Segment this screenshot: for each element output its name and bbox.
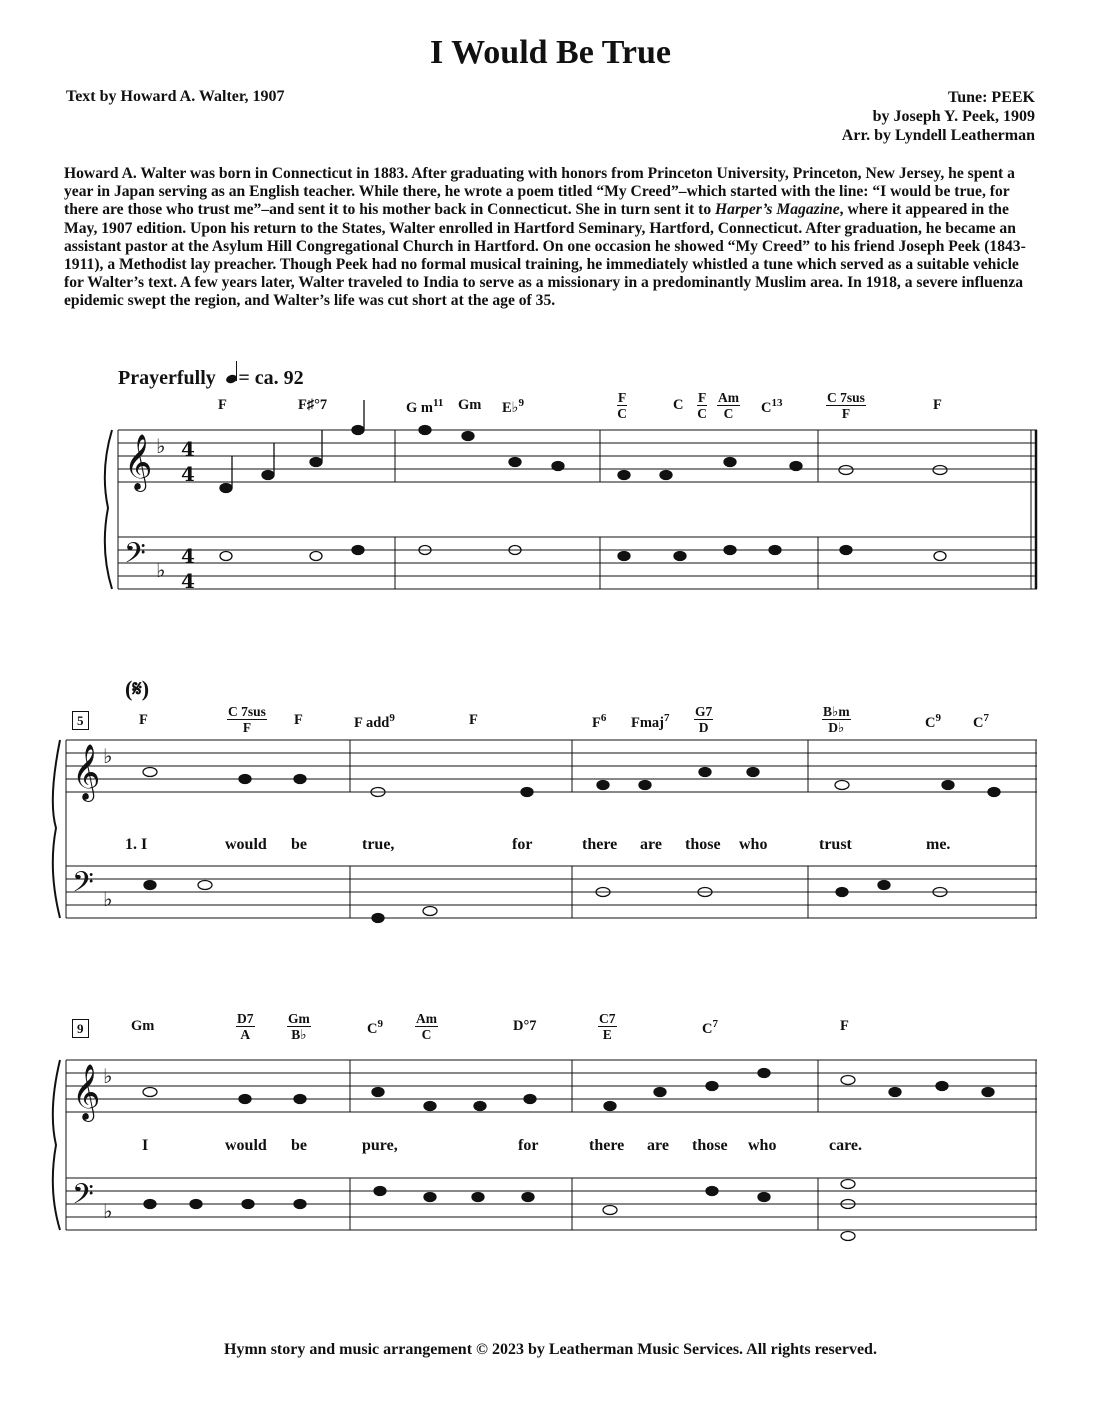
chord-ext: 9 <box>518 397 525 409</box>
chord-text: C <box>925 714 936 731</box>
chord-symbol: C <box>673 397 684 413</box>
chord-symbol: F <box>933 397 942 413</box>
chord-den: A <box>240 1027 251 1042</box>
chord-symbol <box>761 397 782 417</box>
chord-den: C <box>723 406 734 421</box>
chord-symbol <box>592 712 606 732</box>
chord-ext: 13 <box>771 397 783 409</box>
chord-den: C <box>617 406 627 421</box>
chord-ext: 7 <box>983 712 989 724</box>
chord-text: F add <box>354 714 390 731</box>
chord-ext: 11 <box>432 397 444 409</box>
text-credit: Text by Howard A. Walter, 1907 <box>66 88 285 105</box>
system3-treble-staff <box>66 1060 1037 1112</box>
bass-clef-icon: 𝄢 <box>124 537 146 577</box>
lyric-syllable: for <box>518 1137 539 1154</box>
chord-text: G m <box>406 399 433 416</box>
lyric-syllable: pure, <box>362 1137 398 1154</box>
lyric-syllable: there <box>589 1137 625 1154</box>
chord-text: C <box>702 1020 713 1037</box>
chord-text: E♭ <box>502 399 519 416</box>
story-text-1: Howard A. Walter was born in Connecticut in 1883. After graduating with honors from Princeton University, Princeton, New Jersey, he spent a year in Japan serving as an English teacher. While there, he wrote a poem titled “My Creed”–which started with the line: “I would be true, for there are those who trust me”–and sent it to his mother back in Connecticut. She in turn sent it to <box>64 165 1015 219</box>
chord-text: F♯°7 <box>298 397 328 413</box>
flat-icon: ♭ <box>103 744 113 768</box>
tune-name: Tune: PEEK <box>948 89 1035 106</box>
chord-ext: 7 <box>712 1018 718 1030</box>
lyric-syllable: would <box>225 836 267 853</box>
lyric-syllable: there <box>582 836 618 853</box>
arranger: Arr. by Lyndell Leatherman <box>841 127 1035 144</box>
slash-chord <box>236 1011 255 1042</box>
lyric-syllable: trust <box>819 836 852 853</box>
system3-bass-staff <box>66 1178 1037 1230</box>
copyright-footer: Hymn story and music arrangement © 2023 by Leatherman Music Services. All rights reserved. <box>224 1341 877 1358</box>
system1-treble-staff <box>118 430 1037 482</box>
lyric-syllable: who <box>748 1137 777 1154</box>
chord-ext: 9 <box>935 712 941 724</box>
chord-symbol <box>631 712 670 732</box>
lyric-syllable: who <box>739 836 768 853</box>
flat-icon: ♭ <box>103 887 113 911</box>
chord-den: D <box>698 720 709 735</box>
flat-icon: ♭ <box>156 558 166 582</box>
slash-chord <box>694 704 713 735</box>
chord-text: Fmaj <box>631 714 665 731</box>
chord-symbol <box>502 397 524 417</box>
slash-chord <box>697 390 707 421</box>
tune-composer: by Joseph Y. Peek, 1909 <box>872 108 1035 125</box>
chord-symbol <box>367 1018 383 1038</box>
chord-num: D7 <box>237 1011 254 1026</box>
chord-symbol: F <box>294 712 303 728</box>
system1-bass-staff <box>118 537 1037 589</box>
bass-clef-icon: 𝄢 <box>72 866 94 906</box>
chord-text: C <box>973 714 984 731</box>
flat-icon: ♭ <box>103 1199 113 1223</box>
chord-symbol: F <box>218 397 227 413</box>
chord-symbol <box>925 712 941 732</box>
lyric-syllable: 1. I <box>125 836 148 853</box>
time-signature: 4 <box>181 462 195 486</box>
slash-chord <box>826 390 866 421</box>
chord-symbol <box>702 1018 718 1038</box>
treble-clef-icon: 𝄞 <box>124 434 153 490</box>
chord-symbol: Gm <box>131 1018 155 1034</box>
chord-ext: 9 <box>389 712 395 724</box>
chord-symbol: D°7 <box>513 1018 537 1034</box>
lyric-syllable: those <box>685 836 721 853</box>
measure-number: 9 <box>72 1019 89 1038</box>
time-signature: 4 <box>181 544 195 568</box>
story-magazine: Harper’s Magazine <box>715 201 840 219</box>
system2-treble-staff <box>66 740 1037 792</box>
chord-ext: 7 <box>664 712 670 724</box>
lyric-syllable: those <box>692 1137 728 1154</box>
lyric-syllable: care. <box>829 1137 863 1154</box>
chord-num: G7 <box>695 704 713 719</box>
system2-bass-staff <box>66 866 1037 918</box>
slash-chord <box>415 1011 438 1042</box>
chord-symbol: F <box>840 1018 849 1034</box>
segno-sign: (𝄋) <box>125 676 150 701</box>
chord-symbol <box>298 397 327 414</box>
time-signature: 4 <box>181 569 195 593</box>
chord-symbol <box>973 712 989 732</box>
chord-den: F <box>841 406 851 421</box>
chord-text: C <box>761 399 772 416</box>
flat-icon: ♭ <box>156 434 166 458</box>
chord-den: F <box>242 720 252 735</box>
chord-den: C <box>421 1027 432 1042</box>
lyric-syllable: are <box>647 1137 669 1154</box>
slash-chord <box>717 390 740 421</box>
chord-ext: 9 <box>377 1018 383 1030</box>
chord-num: C 7sus <box>827 390 865 405</box>
chord-den: B♭ <box>291 1027 307 1042</box>
chord-num: F <box>618 390 627 405</box>
lyric-syllable: I <box>142 1137 149 1154</box>
page-title: I Would Be True <box>430 34 671 71</box>
chord-num: B♭m <box>823 704 850 719</box>
treble-clef-icon: 𝄞 <box>72 1064 101 1120</box>
chord-text: F <box>592 714 601 731</box>
chord-num: C7 <box>599 1011 616 1026</box>
chord-text: C <box>367 1020 378 1037</box>
chord-symbol: Gm <box>458 397 482 413</box>
chord-num: F <box>698 390 707 405</box>
story-text-2: , where it appeared in the May, 1907 edition. Upon his return to the States, Walter enrolled in Hartford Seminary, Hartford, Connecticut. After graduation, he became an assistant pastor at the Asylum Hill Congregational Church in Hartford. On one occasion he showed “My Creed” to his friend Joseph Peek (1843-1911), a Methodist lay preacher. Though Peek had no formal musical training, he immediately whistled a tune which served as a suitable vehicle for Walter’s text. A few years later, Walter traveled to India to serve as a missionary in a predominantly Muslim area. In 1918, a severe influenza epidemic swept the region, and Walter’s life was cut short at the age of 35. <box>64 201 1026 310</box>
tempo-label: Prayerfully <box>118 367 216 389</box>
chord-num: Am <box>718 390 739 405</box>
lyric-syllable: me. <box>926 836 951 853</box>
tempo-value: = ca. 92 <box>238 367 304 389</box>
chord-symbol <box>354 712 395 732</box>
chord-symbol: F <box>139 712 148 728</box>
treble-clef-icon: 𝄞 <box>72 744 101 800</box>
chord-symbol: F <box>469 712 478 728</box>
bass-clef-icon: 𝄢 <box>72 1178 94 1218</box>
slash-chord <box>822 704 851 735</box>
slash-chord <box>617 390 627 421</box>
lyric-syllable: be <box>291 1137 307 1154</box>
flat-icon: ♭ <box>103 1064 113 1088</box>
chord-den: D♭ <box>828 720 845 735</box>
measure-number: 5 <box>72 711 89 730</box>
chord-den: C <box>697 406 707 421</box>
chord-ext: 6 <box>600 712 607 724</box>
chord-symbol <box>406 397 443 417</box>
lyric-syllable: are <box>640 836 662 853</box>
chord-num: C 7sus <box>228 704 266 719</box>
time-signature: 4 <box>181 437 195 461</box>
lyric-syllable: would <box>225 1137 267 1154</box>
chord-num: Am <box>416 1011 437 1026</box>
noteheads <box>143 400 1000 1241</box>
chord-num: Gm <box>288 1011 310 1026</box>
slash-chord <box>598 1011 617 1042</box>
chord-den: E <box>602 1027 612 1042</box>
lyric-syllable: be <box>291 836 307 853</box>
slash-chord <box>287 1011 311 1042</box>
lyric-syllable: for <box>512 836 533 853</box>
lyric-syllable: true, <box>362 836 395 853</box>
slash-chord <box>227 704 267 735</box>
